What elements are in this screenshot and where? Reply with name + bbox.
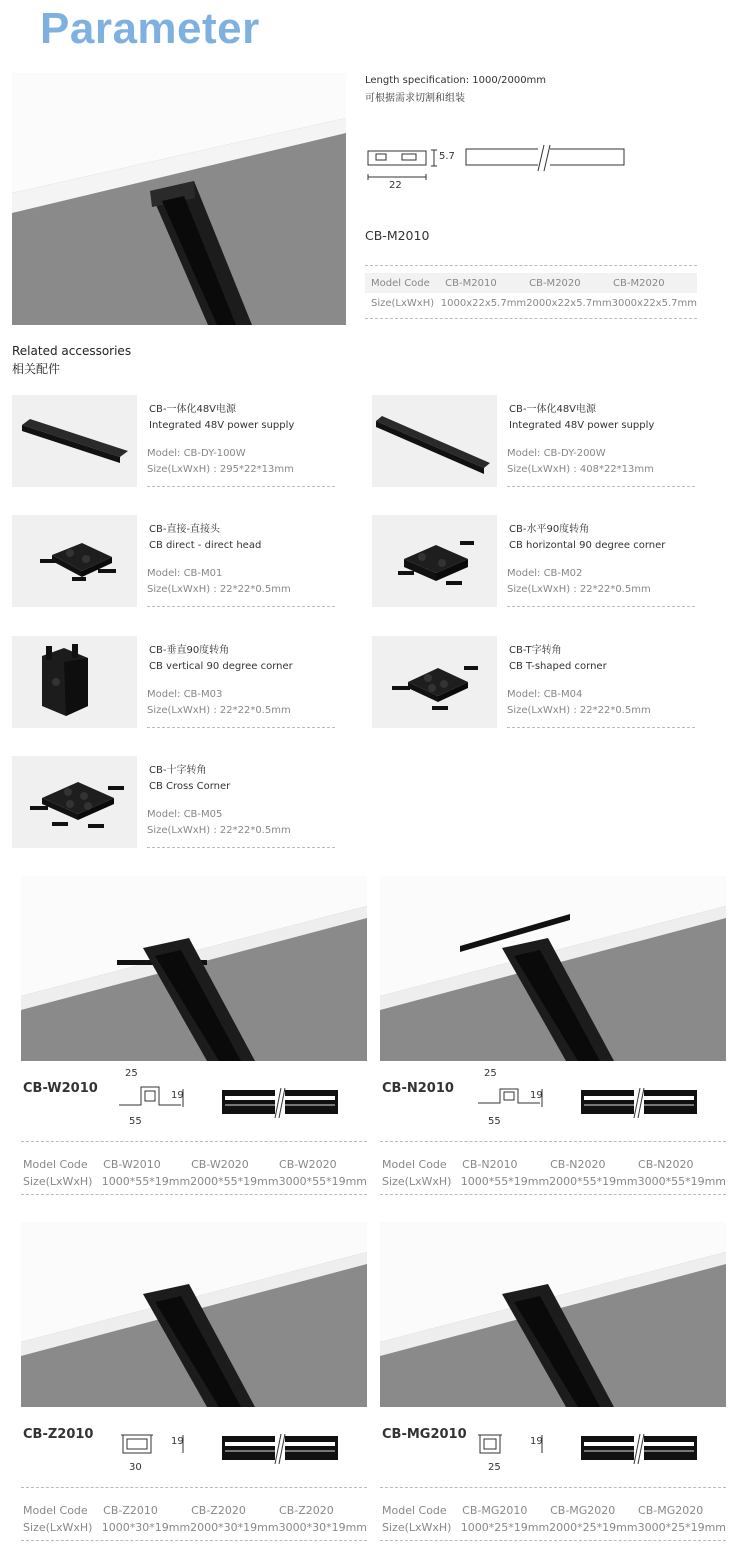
accessory-name-en: CB Cross Corner [149,781,231,792]
accessories-title-en: Related accessories [12,344,132,358]
accessory-image [12,395,137,487]
product-photo [380,876,726,1061]
accessory-size: Size(LxWxH) : 22*22*0.5mm [147,705,291,716]
product-name: CB-N2010 [382,1081,454,1096]
dim-side-label: 19 [171,1436,184,1447]
dim-top-label: 25 [125,1068,138,1079]
accessory-size: Size(LxWxH) : 22*22*0.5mm [147,584,291,595]
dim-width-label: 22 [389,180,402,191]
accessory-model: Model: CB-M05 [147,809,223,820]
main-spec-table: Model Code CB-M2010 CB-M2020 CB-M2020 Size(LxWxH) 1000x22x5.7mm 2000x22x5.7mm 3000x22x5.7mm [365,273,697,313]
spec-length: Length specification: 1000/2000mm [365,75,547,86]
product-length-drawing [221,1088,339,1118]
product-photo [21,1222,367,1407]
accessory-name-en: CB direct - direct head [149,540,262,551]
main-product-photo [12,73,346,325]
product-profile-drawing [476,1081,546,1121]
accessory-model: Model: CB-DY-200W [507,448,606,459]
product-name: CB-MG2010 [382,1427,467,1442]
page-title: Parameter [40,4,260,53]
accessory-size: Size(LxWxH) : 295*22*13mm [147,464,294,475]
accessory-model: Model: CB-M02 [507,568,583,579]
accessory-model: Model: CB-M04 [507,689,583,700]
product-spec-table: Model Code CB-N2010 CB-N2020 CB-N2020 Size(LxWxH) 1000*55*19mm 2000*55*19mm 3000*55*19mm [382,1158,726,1188]
dim-side-label: 19 [530,1436,543,1447]
dim-bottom-label: 30 [129,1462,142,1473]
accessory-size: Size(LxWxH) : 22*22*0.5mm [507,584,651,595]
accessory-name-cn: CB-水平90度转角 [509,524,590,535]
accessories-title-cn: 相关配件 [12,362,61,376]
accessory-image [372,636,497,728]
dim-top-label: 25 [484,1068,497,1079]
accessory-name-cn: CB-T字转角 [509,645,562,656]
main-model-title: CB-M2010 [365,228,430,243]
product-profile-drawing [117,1081,187,1121]
accessory-model: Model: CB-DY-100W [147,448,246,459]
product-length-drawing [221,1434,339,1464]
dim-bottom-label: 55 [488,1116,501,1127]
accessory-name-en: Integrated 48V power supply [509,420,655,431]
dim-side-label: 19 [530,1090,543,1101]
accessory-name-en: CB vertical 90 degree corner [149,661,293,672]
product-photo [380,1222,726,1407]
dim-height-label: 5.7 [439,151,455,162]
accessory-size: Size(LxWxH) : 22*22*0.5mm [147,825,291,836]
accessory-name-cn: CB-直接-直接头 [149,524,221,535]
accessory-model: Model: CB-M03 [147,689,223,700]
accessory-image [372,395,497,487]
product-profile-drawing [476,1427,546,1467]
product-spec-table: Model Code CB-MG2010 CB-MG2020 CB-MG2020 Size(LxWxH) 1000*25*19mm 2000*25*19mm 3000*25*19mm [382,1504,726,1534]
dim-bottom-label: 55 [129,1116,142,1127]
product-length-drawing [580,1088,698,1118]
accessory-size: Size(LxWxH) : 22*22*0.5mm [507,705,651,716]
accessory-image [12,756,137,848]
accessory-image [12,636,137,728]
product-photo [21,876,367,1061]
accessory-name-cn: CB-垂直90度转角 [149,645,230,656]
accessory-size: Size(LxWxH) : 408*22*13mm [507,464,654,475]
product-length-drawing [580,1434,698,1464]
product-spec-table: Model Code CB-W2010 CB-W2020 CB-W2020 Size(LxWxH) 1000*55*19mm 2000*55*19mm 3000*55*19mm [23,1158,367,1188]
product-name: CB-W2010 [23,1081,98,1096]
accessory-image [372,515,497,607]
accessory-image [12,515,137,607]
accessory-name-en: CB T-shaped corner [509,661,607,672]
product-profile-drawing [117,1427,187,1467]
product-name: CB-Z2010 [23,1427,94,1442]
accessory-name-cn: CB-一体化48V电源 [149,404,237,415]
product-spec-table: Model Code CB-Z2010 CB-Z2020 CB-Z2020 Size(LxWxH) 1000*30*19mm 2000*30*19mm 3000*30*19mm [23,1504,367,1534]
accessory-name-en: CB horizontal 90 degree corner [509,540,666,551]
accessory-name-cn: CB-一体化48V电源 [509,404,597,415]
dim-side-label: 19 [171,1090,184,1101]
spec-note: 可根据需求切割和组装 [365,93,465,104]
accessory-name-cn: CB-十字转角 [149,765,207,776]
accessory-name-en: Integrated 48V power supply [149,420,295,431]
dim-bottom-label: 25 [488,1462,501,1473]
profile-drawing [366,143,636,193]
accessory-model: Model: CB-M01 [147,568,223,579]
